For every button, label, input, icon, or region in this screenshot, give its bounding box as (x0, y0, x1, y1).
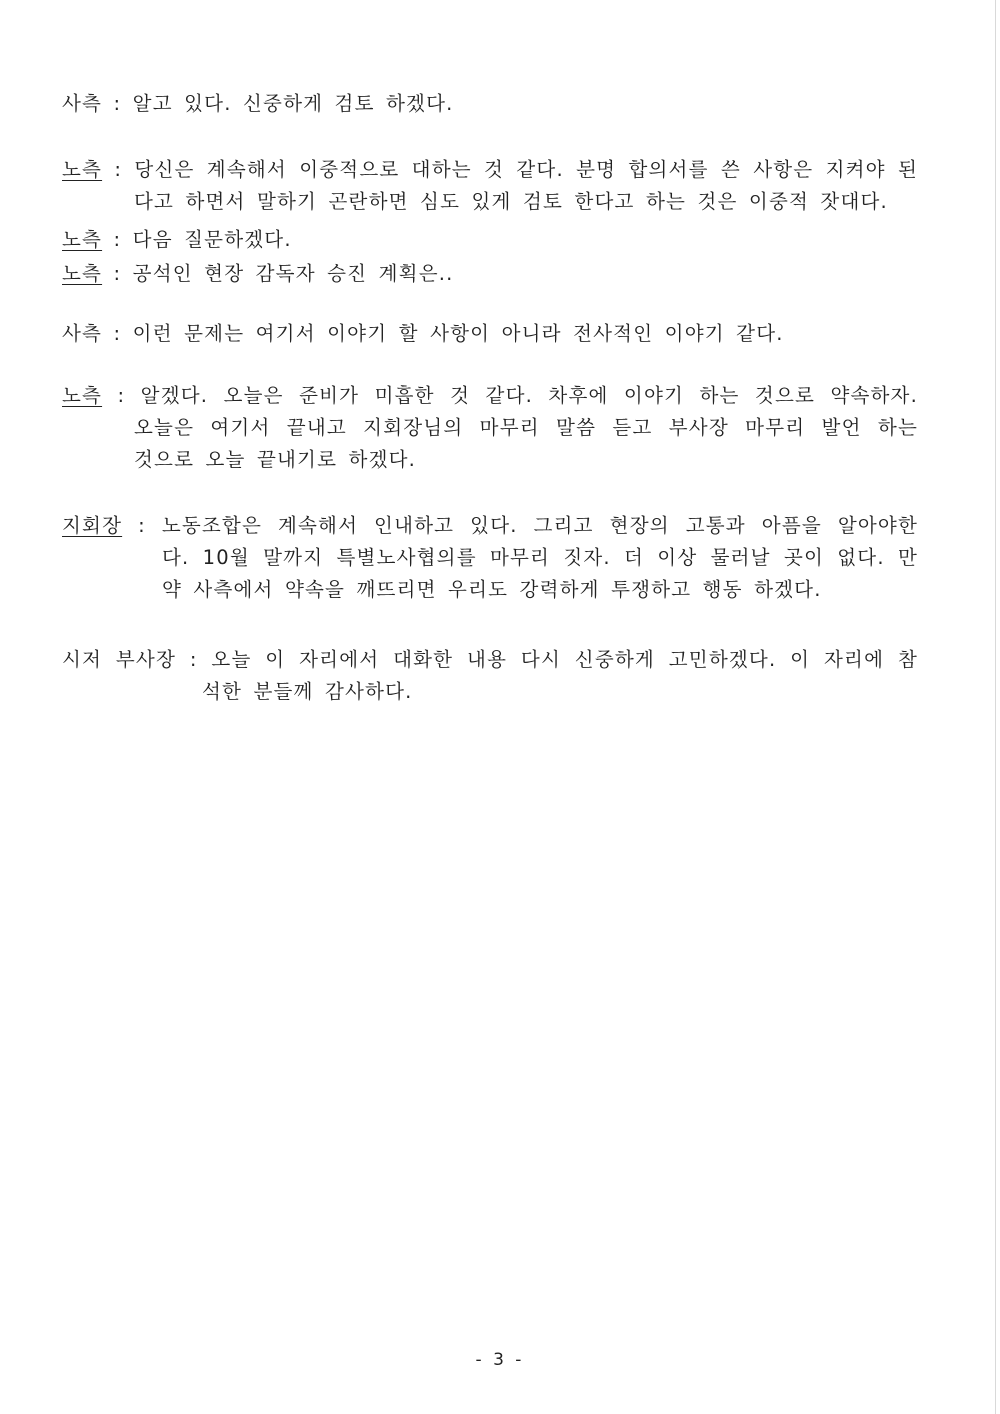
speaker-separator: : (176, 648, 212, 671)
dialogue-text: 공석인 현장 감독자 승진 계획은.. (132, 262, 454, 285)
dialogue-line (62, 154, 918, 186)
speaker-separator: : (102, 262, 133, 285)
speaker-separator: : (102, 384, 141, 407)
dialogue-line (62, 380, 918, 412)
speaker-separator: : (122, 514, 162, 537)
dialogue-line (62, 88, 918, 120)
dialogue-text: 약 사측에서 약속을 깨뜨리면 우리도 강력하게 투쟁하고 행동 하겠다. (162, 578, 822, 601)
speaker-separator: : (102, 92, 133, 115)
dialogue-entry (62, 510, 918, 606)
dialogue-line (62, 258, 918, 290)
dialogue-entry (62, 258, 918, 290)
page-edge-shadow (995, 0, 996, 1414)
page-number: - 3 - (475, 1350, 525, 1370)
speaker-label: 노측 (62, 384, 103, 407)
dialogue-text: 다음 질문하겠다. (132, 228, 292, 251)
dialogue-text: 석한 분들께 감사하다. (202, 680, 413, 703)
speaker-label: 사측 (62, 322, 103, 345)
speaker-label: 노측 (62, 228, 103, 251)
speaker-label: 사측 (62, 92, 103, 115)
dialogue-text: 것으로 오늘 끝내기로 하겠다. (134, 448, 417, 471)
speaker-separator: : (102, 322, 133, 345)
speaker-separator: : (102, 158, 135, 181)
dialogue-text: 다고 하면서 말하기 곤란하면 심도 있게 검토 한다고 하는 것은 이중적 잣대다. (134, 190, 888, 213)
dialogue-text: 오늘 이 자리에서 대화한 내용 다시 신중하게 고민하겠다. 이 자리에 참 (211, 648, 918, 671)
dialogue-entry (62, 644, 918, 708)
speaker-label: 노측 (62, 158, 103, 181)
dialogue-entry (62, 154, 918, 218)
dialogue-text: 오늘은 여기서 끝내고 지회장님의 마무리 말씀 듣고 부사장 마무리 발언 하는 (134, 416, 918, 439)
dialogue-text: 이런 문제는 여기서 이야기 할 사항이 아니라 전사적인 이야기 같다. (132, 322, 784, 345)
dialogue-line (62, 510, 918, 542)
speaker-label: 지회장 (62, 514, 123, 537)
speaker-label: 노측 (62, 262, 103, 285)
dialogue-line (62, 224, 918, 256)
speaker-label: 시저 부사장 (62, 648, 176, 671)
dialogue-entry (62, 380, 918, 476)
dialogue-line (62, 644, 918, 676)
dialogue-entry (62, 88, 918, 120)
dialogue-text: 노동조합은 계속해서 인내하고 있다. 그리고 현장의 고통과 아픔을 알아야한 (161, 514, 918, 537)
dialogue-text: 알겠다. 오늘은 준비가 미흡한 것 같다. 차후에 이야기 하는 것으로 약속하자. (140, 384, 918, 407)
dialogue-entry (62, 318, 918, 350)
dialogue-entry (62, 224, 918, 256)
speaker-separator: : (102, 228, 133, 251)
dialogue-text: 알고 있다. 신중하게 검토 하겠다. (132, 92, 454, 115)
dialogue-line (62, 318, 918, 350)
dialogue-text: 당신은 계속해서 이중적으로 대하는 것 같다. 분명 합의서를 쓴 사항은 지켜야 된 (134, 158, 918, 181)
dialogue-text: 다. 10월 말까지 특별노사협의를 마무리 짓자. 더 이상 물러날 곳이 없다. 만 (162, 546, 918, 569)
